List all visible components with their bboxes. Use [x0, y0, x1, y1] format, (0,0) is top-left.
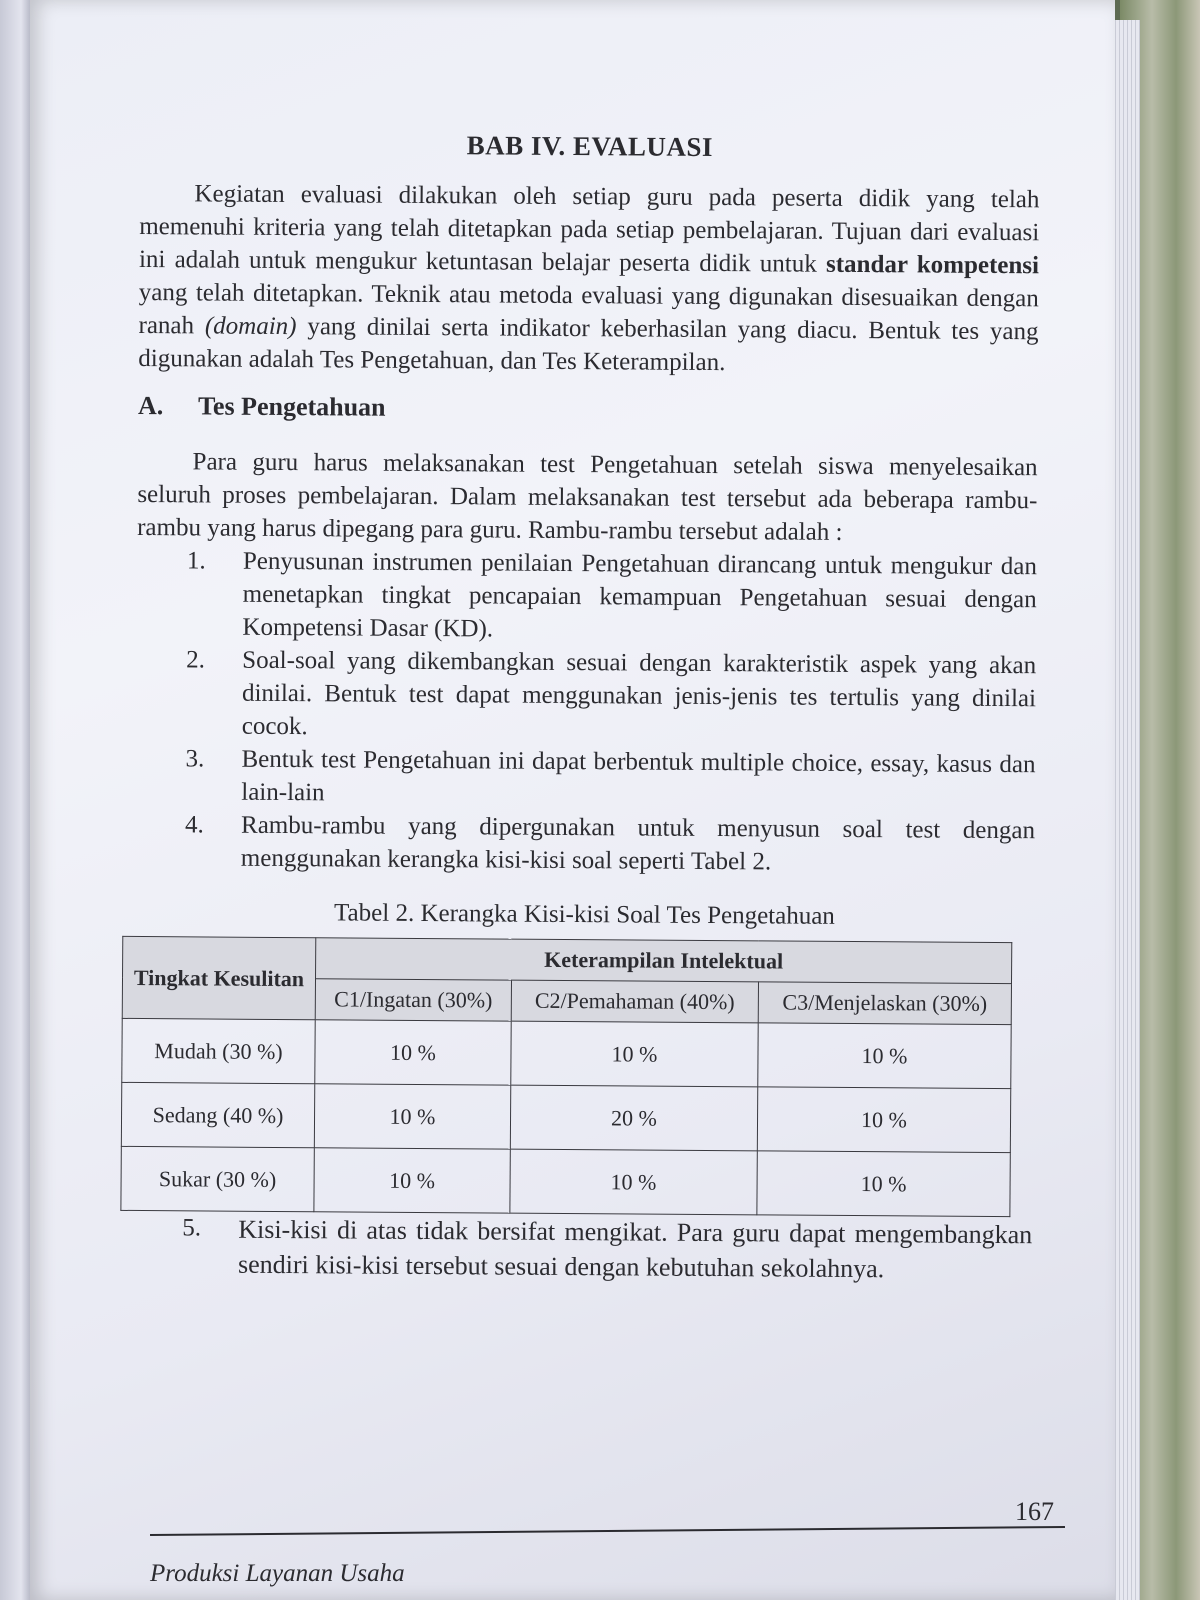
- column-header: C2/Pemahaman (40%): [511, 980, 758, 1023]
- book-page: [30, 0, 1115, 1600]
- table-row: [121, 1146, 1010, 1216]
- rules-list-continued: [132, 1211, 1032, 1287]
- row-label: Mudah (30 %): [122, 1018, 315, 1083]
- list-item-number: 4.: [184, 811, 204, 839]
- list-item: [186, 643, 1037, 748]
- table-cell: 10 %: [510, 1149, 757, 1215]
- page-number: 167: [1015, 1497, 1054, 1526]
- list-item-number: 1.: [186, 547, 206, 575]
- row-label: Sukar (30 %): [121, 1146, 314, 1211]
- table-cell: 20 %: [510, 1085, 757, 1151]
- group-header: Keterampilan Intelektual: [316, 938, 1012, 984]
- table-cell: 10 %: [314, 1084, 510, 1149]
- table-caption: Tabel 2. Kerangka Kisi-kisi Soal Tes Pengetahuan: [333, 899, 835, 930]
- list-item-text: Kisi-kisi di atas tidak bersifat mengikat. Para guru dapat mengembangkan sendiri kisi-kisi tersebut sesuai dengan kebutuhan sekolahnya.: [237, 1214, 1033, 1284]
- list-item-text: Rambu-rambu yang dipergunakan untuk menyusun soal test dengan menggunakan kerangka kisi-kisi soal seperti Tabel 2.: [240, 811, 1036, 876]
- table-cell: 10 %: [758, 1023, 1012, 1089]
- intro-bold-term: standar kompetensi: [825, 250, 1040, 280]
- intro-text-1: Kegiatan evaluasi dilakukan oleh setiap guru pada peserta didik yang telah memenuhi kriteria yang telah ditetapkan pada setiap pembelajaran. Tujuan dari evaluasi ini adalah untuk mengukur ketuntasan belajar peserta didik untuk: [138, 180, 1040, 278]
- table-cell: 10 %: [315, 1020, 511, 1085]
- table-cell: 10 %: [511, 1021, 758, 1087]
- book-title-footer: Produksi Layanan Usaha: [150, 1560, 405, 1587]
- left-page-edge: [0, 0, 30, 1600]
- table-cell: 10 %: [757, 1087, 1011, 1153]
- list-item-number: 3.: [185, 745, 205, 773]
- intro-text-2: yang telah ditetapkan. Teknik atau metoda evaluasi yang digunakan disesuaikan dengan ranah: [138, 278, 1039, 340]
- list-item-number: 5.: [182, 1214, 202, 1242]
- section-letter: A.: [137, 390, 164, 421]
- section-title: Tes Pengetahuan: [197, 391, 386, 422]
- table-cell: 10 %: [757, 1151, 1011, 1217]
- page-content: [132, 120, 1040, 1287]
- column-header: C3/Menjelaskan (30%): [758, 982, 1011, 1025]
- list-item: [185, 742, 1035, 814]
- list-item: [185, 808, 1035, 880]
- row-label: Sedang (40 %): [121, 1082, 314, 1147]
- intro-text-3: yang dinilai serta indikator keberhasilan yang diacu. Bentuk tes yang digunakan adalah Tes Pengetahuan, dan Tes Keterampilan.: [138, 313, 1039, 377]
- list-item-number: 2.: [186, 646, 206, 674]
- intro-italic-term: (domain): [204, 312, 297, 341]
- rules-list: [135, 544, 1037, 880]
- footer-rule: [150, 1526, 1065, 1536]
- list-item-text: Bentuk test Pengetahuan ini dapat berbentuk multiple choice, essay, kasus dan lain-lain: [241, 745, 1036, 807]
- list-item-text: Penyusunan instrumen penilaian Pengetahuan dirancang untuk mengukur dan menetapkan tingkat pencapaian kemampuan Pengetahuan sesuai dengan Kompetensi Dasar (KD).: [242, 547, 1037, 643]
- corner-header: Tingkat Kesulitan: [122, 936, 316, 1019]
- list-item: [186, 544, 1037, 649]
- column-header: C1/Ingatan (30%): [315, 979, 511, 1021]
- table-header-row: [123, 936, 1012, 983]
- list-item-text: Soal-soal yang dikembangkan sesuai dengan karakteristik aspek yang akan dinilai. Bentuk test dapat menggunakan jenis-jenis tes tertulis yang dinilai cocok.: [241, 646, 1037, 741]
- intro-paragraph: [138, 177, 1039, 381]
- table-cell: 10 %: [314, 1148, 510, 1213]
- section-paragraph: Para guru harus melaksanakan test Pengetahuan setelah siswa menyelesaikan seluruh proses pembelajaran. Dalam melaksanakan test tersebut ada beberapa rambu-rambu yang harus dipegang para guru. Rambu-rambu tersebut adalah :: [137, 448, 1038, 546]
- section-heading: [138, 391, 1038, 427]
- list-item: [182, 1211, 1032, 1287]
- chapter-title: BAB IV. EVALUASI: [466, 130, 714, 163]
- table-row: [122, 1018, 1011, 1088]
- difficulty-grid-table: [120, 936, 1012, 1217]
- table-row: [121, 1082, 1010, 1152]
